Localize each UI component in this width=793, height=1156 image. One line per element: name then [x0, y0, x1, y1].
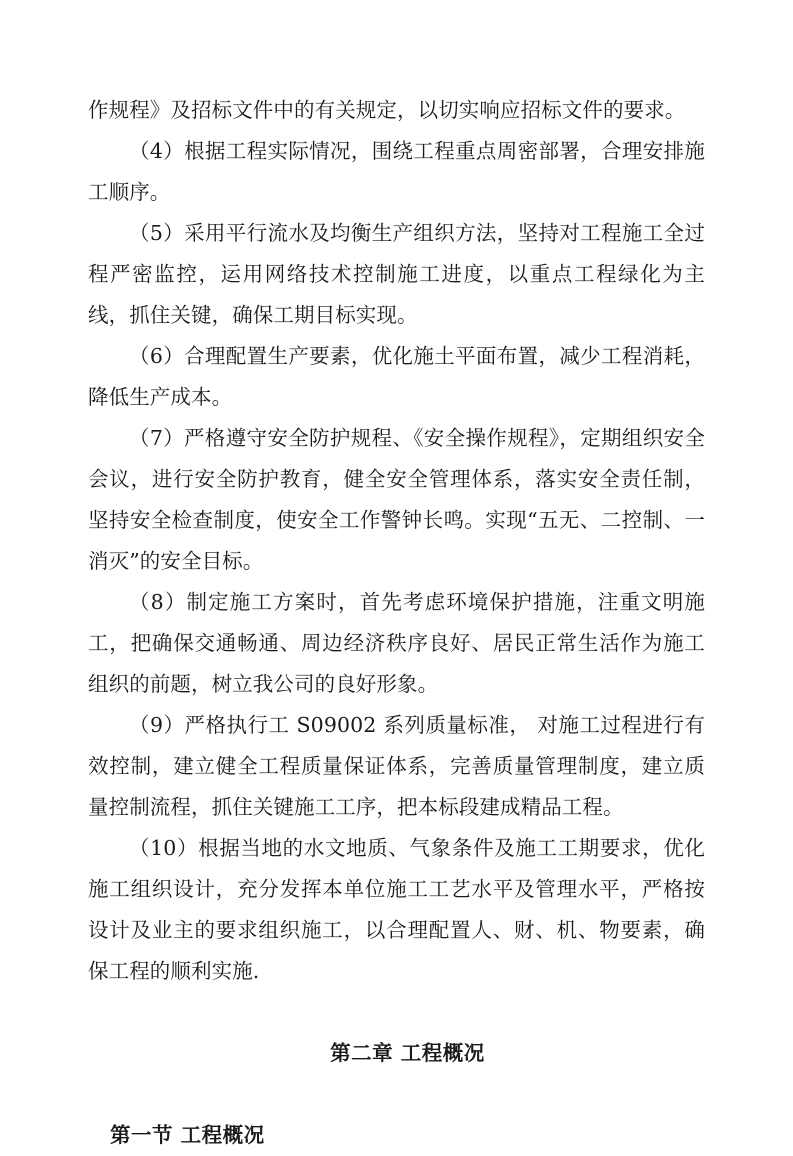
paragraph-continued-line: 作规程》及招标文件中的有关规定，以切实响应招标文件的要求。: [88, 98, 686, 122]
paragraph-item-5: （5）采用平行流水及均衡生产组织方法，坚持对工程施工全过程严密监控，运用网络技术控制施工进度，以重点工程绿化为主线，抓住关键，确保工期目标实现。: [88, 221, 705, 327]
paragraph-item-6: （6）合理配置生产要素，优化施土平面布置，减少工程消耗，降低生产成本。: [88, 344, 705, 409]
paragraph-item-4: （4）根据工程实际情况，围绕工程重点周密部署，合理安排施工顺序。: [88, 139, 705, 204]
paragraph-item-8: （8）制定施工方案时，首先考虑环境保护措施，注重文明施工，把确保交通畅通、周边经济秩序良好、居民正常生活作为施工组织的前题，树立我公司的良好形象。: [88, 590, 705, 696]
heading-spacer: [88, 1074, 705, 1115]
page-content: [88, 90, 705, 1156]
paragraph-spacer: [88, 992, 705, 1033]
paragraph-item-10: （10）根据当地的水文地质、气象条件及施工工期要求，优化施工组织设计，充分发挥本单位施工工艺水平及管理水平，严格按设计及业主的要求组织施工，以合理配置人、财、机、物要素，确保工程的顺利实施.: [88, 836, 705, 983]
paragraph-item-7: （7）严格遵守安全防护规程、《安全操作规程》，定期组织安全会议，进行安全防护教育，健全安全管理体系，落实安全责任制，坚持安全检查制度，使安全工作警钟长鸣。实现“五无、二控制、一消灭”的安全目标。: [88, 426, 705, 573]
chapter-heading: 第二章 工程概况: [330, 1041, 485, 1065]
paragraph-item-9: （9）严格执行工 S09002 系列质量标准， 对施工过程进行有效控制，建立健全工程质量保证体系，完善质量管理制度，建立质量控制流程，抓住关键施工工序，把本标段建成精品工程。: [88, 713, 705, 819]
section-heading: 第一节 工程概况: [110, 1123, 265, 1147]
